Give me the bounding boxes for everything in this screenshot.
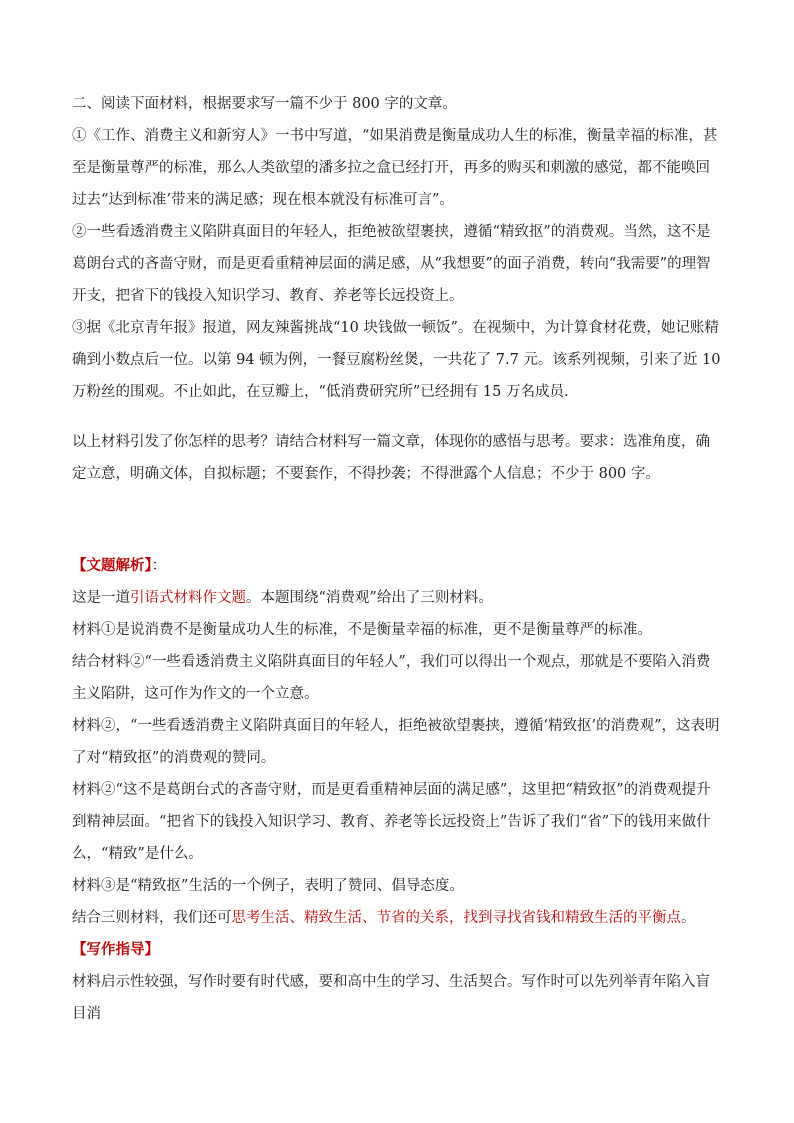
material-3: ③据《北京青年报》报道，网友辣酱挑战“10 块钱做一顿饭”。在视频中，为计算食材花费，她记账精确到小数点后一位。以第 94 顿为例，一餐豆腐粉丝煲，一共花了 7.7 元。该系列视频，引来了近 10 万粉丝的围观。不止如此，在豆瓣上，“低消费研究所”已经拥有 15 万名成员.	[72, 320, 721, 400]
material-1: ①《工作、消费主义和新穷人》一书中写道，“如果消费是衡量成功人生的标准，衡量幸福的标准，甚至是衡量尊严的标准，那么人类欲望的潘多拉之盒已经打开，再多的购买和刺激的感觉，都不能唤回过去“达到标准’带来的满足感；现在根本就没有标准可言”。	[72, 128, 718, 208]
analysis-paragraph-2: 结合材料②“一些看透消费主义陷阱真面目的年轻人”，我们可以得出一个观点，那就是不要陷入消费主义陷阱，这可作为作文的一个立意。	[72, 654, 711, 702]
material-2: ②一些看透消费主义陷阱真面目的年轻人，拒绝被欲望裹挟，遵循“精致抠”的消费观。当然，这不是葛朗台式的吝啬守财，而是更看重精神层面的满足感，从“我想要”的面子消费，转向“我需要”的理智开支，把省下的钱投入知识学习、教育、养老等长远投资上。	[72, 224, 711, 304]
analysis-heading: 【文题解析】：	[72, 557, 167, 574]
question-prompt: 二、阅读下面材料，根据要求写一篇不少于 800 字的文章。	[72, 96, 457, 112]
analysis-paragraph-1: 材料①是说消费不是衡量成功人生的标准，不是衡量幸福的标准，更不是衡量尊严的标准。	[72, 622, 652, 638]
guide-text: 材料启示性较强，写作时要有时代感，要和高中生的学习、生活契合。写作时可以先列举青年陷入盲目消	[72, 974, 710, 1022]
essay-type-highlight: 引语式材料作文题	[130, 590, 246, 606]
analysis-paragraph-3: 材料②，“一些看透消费主义陷阱真面目的年轻人，拒绝被欲望裹挟，遵循‘精致抠’的消费观”，这表明了对“精致抠”的消费观的赞同。	[72, 718, 720, 766]
analysis-paragraph-6: 结合三则材料，我们还可思考生活、精致生活、节省的关系，找到寻找省钱和精致生活的平衡点。	[72, 910, 696, 926]
document-page	[72, 88, 724, 1030]
writing-requirement: 以上材料引发了你怎样的思考？请结合材料写一篇文章，体现你的感悟与思考。要求：选准角度，确定立意，明确文体，自拟标题；不要套作，不得抄袭；不得泄露个人信息；不少于 800 字。	[72, 434, 710, 482]
analysis-paragraph-5: 材料③是“精致抠”生活的一个例子，表明了赞同、倡导态度。	[72, 878, 464, 894]
balance-point-highlight: 思考生活、精致生活、节省的关系，找到寻找省钱和精致生活的平衡点	[231, 910, 681, 926]
analysis-intro: 这是一道引语式材料作文题。本题围绕“消费观”给出了三则材料。	[72, 590, 493, 606]
guide-heading: 【写作指导】	[72, 941, 159, 958]
analysis-paragraph-4: 材料②“这不是葛朗台式的吝啬守财，而是更看重精神层面的满足感”，这里把“精致抠”的消费观提升到精神层面。“把省下的钱投入知识学习、教育、养老等长远投资上”告诉了我们“省”下的钱用来做什么，“精致”是什么。	[72, 782, 711, 862]
